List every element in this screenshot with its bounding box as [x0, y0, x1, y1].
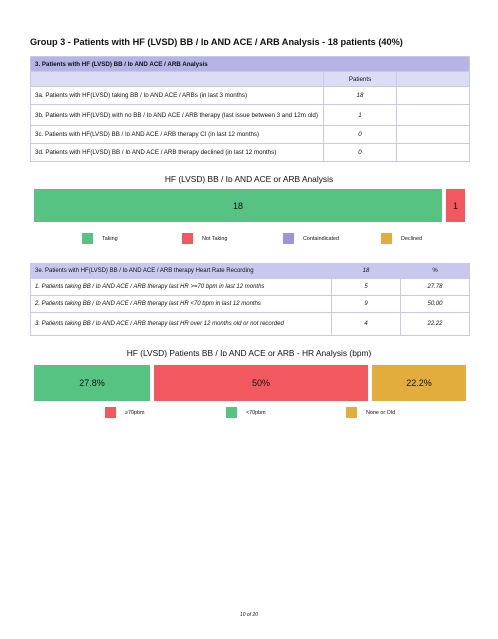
table-header: 3e. Patients with HF(LVSD) BB / Iᴅ AND ACE / ARB therapy Heart Rate Recording	[31, 264, 332, 279]
legend-under-70	[226, 407, 266, 418]
legend-label: None or Old	[366, 409, 396, 416]
red-swatch-icon	[182, 233, 193, 244]
taking-bar-label: 18	[232, 200, 243, 211]
table-header-row	[31, 57, 470, 72]
none-or-old-bar-label: 22.2%	[406, 378, 432, 388]
table-row	[31, 296, 470, 313]
orange-swatch-icon	[381, 233, 392, 244]
page-title: Group 3 - Patients with HF (LVSD) BB / Iᴅ AND ACE / ARB Analysis - 18 patients (40%)	[30, 37, 403, 47]
row-value: 18	[324, 87, 397, 105]
legend-label: Not Taking	[202, 235, 228, 242]
under-70-bar-label: 27.8%	[79, 378, 105, 388]
table-header: 3. Patients with HF (LVSD) BB / Iᴅ AND ACE / ARB Analysis	[31, 57, 470, 72]
table-row	[31, 105, 470, 126]
green-swatch-icon	[226, 407, 237, 418]
row-label: 3b. Patients with HF(LVSD) with no BB / Iᴅ AND ACE / ARB therapy (last issue between 3 and 12m old)	[31, 105, 324, 126]
row-value: 1	[324, 105, 397, 126]
pct-header: %	[401, 264, 470, 279]
row-label: 3d. Patients with HF(LVSD) BB / Iᴅ AND ACE / ARB therapy declined (in last 12 months)	[31, 144, 324, 162]
column-header-row	[31, 72, 470, 87]
legend-label: Declined	[401, 235, 422, 242]
over-70-bar-label: 50%	[251, 378, 270, 388]
legend-contraindicated	[283, 233, 339, 244]
row-count: 9	[332, 296, 401, 313]
not-taking-bar-label: 1	[452, 200, 458, 211]
legend-declined	[381, 233, 422, 244]
row-label: 3c. Patients with HF(LVSD) BB / Iᴅ AND ACE / ARB therapy CI (in last 12 months)	[31, 126, 324, 144]
row-label: 1. Patients taking BB / Iᴅ AND ACE / ARB therapy last HR >=70 bpm in last 12 months	[31, 279, 332, 296]
row-label: 2. Patients taking BB / Iᴅ AND ACE / ARB therapy last HR <70 bpm in last 12 months	[31, 296, 332, 313]
none-or-old-bar	[372, 365, 466, 401]
table-row	[31, 313, 470, 336]
purple-swatch-icon	[283, 233, 294, 244]
under-70-bar	[34, 365, 150, 401]
row-count: 4	[332, 313, 401, 336]
red-swatch-icon	[105, 407, 116, 418]
legend-label: ≥70pbm	[125, 409, 145, 416]
not-taking-bar	[446, 189, 465, 222]
row-value: 0	[324, 126, 397, 144]
chart2-title: HF (LVSD) Patients BB / Iᴅ AND ACE or ARB - HR Analysis (bpm)	[126, 348, 372, 358]
row-label: 3a. Patients with HF(LVSD) taking BB / Iᴅ AND ACE / ARBs (in last 3 months)	[31, 87, 324, 105]
legend-label: Containdicated	[303, 235, 339, 242]
table-row	[31, 279, 470, 296]
over-70-bar	[154, 365, 368, 401]
heart-rate-table	[30, 263, 470, 336]
count-header: 18	[332, 264, 401, 279]
patients-column-header: Patients	[324, 72, 397, 87]
table-row	[31, 144, 470, 162]
patients-analysis-table	[30, 56, 470, 162]
legend-not-taking	[182, 233, 227, 244]
row-pct: 50.00	[401, 296, 470, 313]
page-number: 10 of 20	[239, 612, 259, 618]
table-row	[31, 87, 470, 105]
table-header-row	[31, 264, 470, 279]
legend-none-or-old	[346, 407, 395, 418]
row-pct: 27.78	[401, 279, 470, 296]
row-value: 0	[324, 144, 397, 162]
table-row	[31, 126, 470, 144]
legend-label: <70pbm	[246, 409, 266, 416]
row-count: 5	[332, 279, 401, 296]
taking-bar	[34, 189, 442, 222]
legend-label: Taking	[102, 235, 118, 242]
row-pct: 22.22	[401, 313, 470, 336]
legend-over-70	[105, 407, 144, 418]
chart1-title: HF (LVSD) BB / Iᴅ AND ACE or ARB Analysis	[164, 174, 334, 184]
green-swatch-icon	[82, 233, 93, 244]
legend-taking	[82, 233, 118, 244]
orange-swatch-icon	[346, 407, 357, 418]
row-label: 3. Patients taking BB / Iᴅ AND ACE / ARB therapy last HR over 12 months old or not recorded	[31, 313, 332, 336]
